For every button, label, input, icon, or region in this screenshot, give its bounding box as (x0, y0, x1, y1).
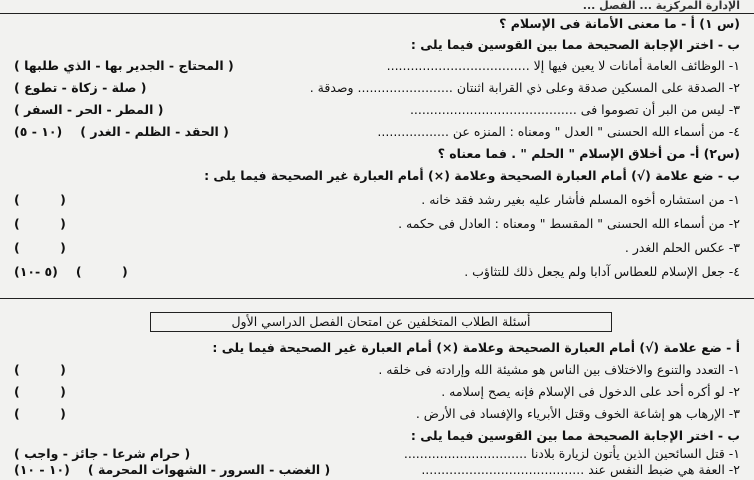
q3-item-1: ١- التعدد والتنوع والاختلاف بين الناس هو مشيئة الله وإرادته فى خلقه . ( ) (14, 361, 740, 377)
q3-item-2: ٢- لو أكره أحد على الدخول فى الإسلام فإنه يصح إسلامه . ( ) (14, 383, 740, 399)
q1-item-2: ٢- الصدقة على المسكين صدقة وعلى ذي القرابة اثنتان ........................ وصدقة . ( صلة - زكاة - تطوع ) (14, 79, 740, 95)
q2-marks: (٥ -١٠) (14, 263, 58, 279)
q1-item-4: ٤- من أسماء الله الحسنى " العدل " ومعناه : المنزه عن .................. ( الحقد - الظلم - الغدر ) (١٠ - ٥) (14, 123, 740, 139)
q1-b-heading: ب - اختر الإجابة الصحيحة مما بين القوسين فيما يلى : (410, 36, 740, 52)
q2-item-1: ١- من استشاره أخوه المسلم فأشار عليه بغير رشد فقد خانه . ( ) (14, 191, 740, 207)
answer-paren[interactable]: ( ) (75, 263, 146, 279)
q3-b-item-1: ١- قتل السائحين الذين يأتون لزيارة بلادنا ............................... ( حرام شرعا - جائز - واجب ) (14, 445, 740, 461)
answer-paren[interactable]: ( ) (14, 191, 84, 207)
q1-item-1: ١- الوظائف العامة أمانات لا يعين فيها إلا .................................... ( المحتاج - الجدير بها - الذي طلبها ) (14, 57, 740, 73)
answer-paren[interactable]: ( ) (14, 361, 84, 377)
q2-heading: (س٢) أ- من أخلاق الإسلام " الحلم " . فما معناه ؟ (437, 145, 740, 161)
q1-marks: (١٠ - ٥) (14, 123, 63, 139)
q3-b-item-2: ٢- العفة هي ضبط النفس عند ......................................... ( الغضب - السرور - الشهوات المحرمة ) (١٠ - ١٠) (14, 461, 740, 477)
answer-paren[interactable]: ( ) (14, 215, 84, 231)
q2-item-4: ٤- جعل الإسلام للعطاس آدابا ولم يجعل ذلك للتثاؤب . ( ) (٥ -١٠) (14, 263, 740, 279)
answer-paren[interactable]: ( ) (14, 239, 84, 255)
q3-a-heading: أ - ضع علامة (√) أمام العبارة الصحيحة وعلامة (×) أمام العبارة غير الصحيحة فيما يلى : (212, 339, 740, 355)
answer-paren[interactable]: ( ) (14, 383, 84, 399)
q2-item-3: ٣- عكس الحلم الغدر . ( ) (14, 239, 740, 255)
q1-item-3: ٣- ليس من البر أن تصوموا فى .......................................... ( المطر - الحر - السفر ) (14, 101, 740, 117)
q3-item-3: ٣- الإرهاب هو إشاعة الخوف وقتل الأبرياء والإفساد فى الأرض . ( ) (14, 405, 740, 421)
section-divider (0, 298, 754, 299)
exam-header: الإدارة المركزية ... الفصل ... (0, 0, 754, 14)
q1-heading: (س ١) أ - ما معنى الأمانة فى الإسلام ؟ (499, 15, 740, 31)
q3-marks: (١٠ - ١٠) (14, 461, 70, 477)
q2-b-heading: ب - ضع علامة (√) أمام العبارة الصحيحة وعلامة (×) أمام العبارة غير الصحيحة فيما يلى : (204, 167, 740, 183)
q2-item-2: ٢- من أسماء الله الحسنى " المقسط " ومعناه : العادل فى حكمه . ( ) (14, 215, 740, 231)
q3-b-heading: ب - اختر الإجابة الصحيحة مما بين القوسين فيما يلى : (410, 427, 740, 443)
section-banner: أسئلة الطلاب المتخلفين عن امتحان الفصل الدراسي الأول (150, 312, 612, 332)
answer-paren[interactable]: ( ) (14, 405, 84, 421)
